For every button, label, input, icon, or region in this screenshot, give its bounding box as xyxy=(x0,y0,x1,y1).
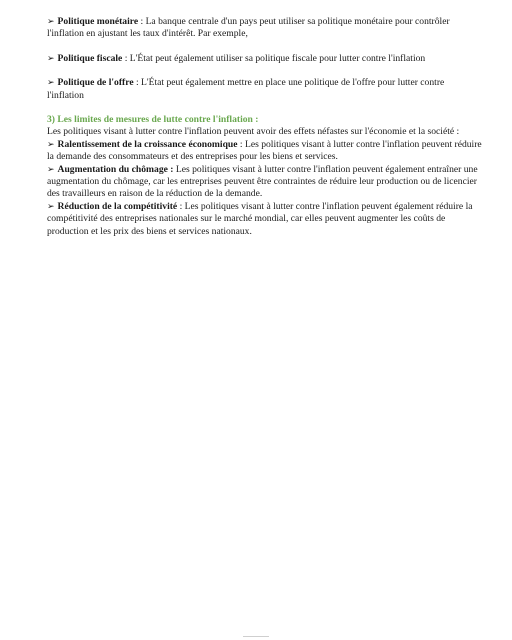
bullet-politique-monetaire xyxy=(47,16,483,41)
arrow-bullet-icon: ➢ xyxy=(47,17,55,27)
bullet-text: : La banque centrale d'un pays peut utiliser sa politique monétaire pour contrôler l'inflation en ajustant les taux d'intérêt. Par exemple, xyxy=(47,16,450,40)
arrow-bullet-icon: ➢ xyxy=(47,164,55,175)
arrow-bullet-icon: ➢ xyxy=(47,53,55,64)
section-intro: Les politiques visant à lutter contre l'inflation peuvent avoir des effets néfastes sur l'économie et la société : xyxy=(47,126,460,138)
limit-text: Les politiques visant à lutter contre l'inflation peuvent également entraîner une augmentation du chômage, car les entreprises peuvent être contraintes de réduire leur production ou de licencier des travailleurs en raison de la réduction de la demande. xyxy=(47,163,478,200)
limit-term: Ralentissement de la croissance économique xyxy=(57,138,238,150)
limit-text: : Les politiques visant à lutter contre l'inflation peuvent également réduire la compétitivité des entreprises nationales sur le marché mondial, car elles peuvent augmenter les coûts de production et les prix des biens et services nationaux. xyxy=(47,200,473,237)
limit-item-chomage xyxy=(47,164,483,201)
bullet-politique-fiscale xyxy=(47,53,483,65)
page-footer-rule xyxy=(243,636,269,637)
bullet-politique-offre xyxy=(47,77,483,102)
limit-text: : Les politiques visant à lutter contre l'inflation peuvent réduire la demande des consommateurs et des entreprises pour les biens et services. xyxy=(47,138,482,163)
bullet-text: : L'État peut également utiliser sa politique fiscale pour lutter contre l'inflation xyxy=(122,52,426,64)
limit-item-competitivite xyxy=(47,201,483,238)
limit-term: Augmentation du chômage : xyxy=(57,163,174,175)
document-page xyxy=(47,16,483,238)
bullet-term: Politique fiscale xyxy=(57,52,123,64)
limit-item-croissance xyxy=(47,139,483,164)
limit-term: Réduction de la compétitivité xyxy=(57,200,178,212)
arrow-bullet-icon: ➢ xyxy=(47,139,55,150)
section-title: 3) Les limites de mesures de lutte contre l'inflation : xyxy=(47,114,259,126)
bullet-term: Politique de l'offre xyxy=(57,77,134,89)
bullet-term: Politique monétaire xyxy=(57,16,139,27)
arrow-bullet-icon: ➢ xyxy=(47,201,55,212)
bullet-text: : L'État peut également mettre en place une politique de l'offre pour lutter contre l'inflation xyxy=(47,77,445,101)
arrow-bullet-icon: ➢ xyxy=(47,78,55,89)
